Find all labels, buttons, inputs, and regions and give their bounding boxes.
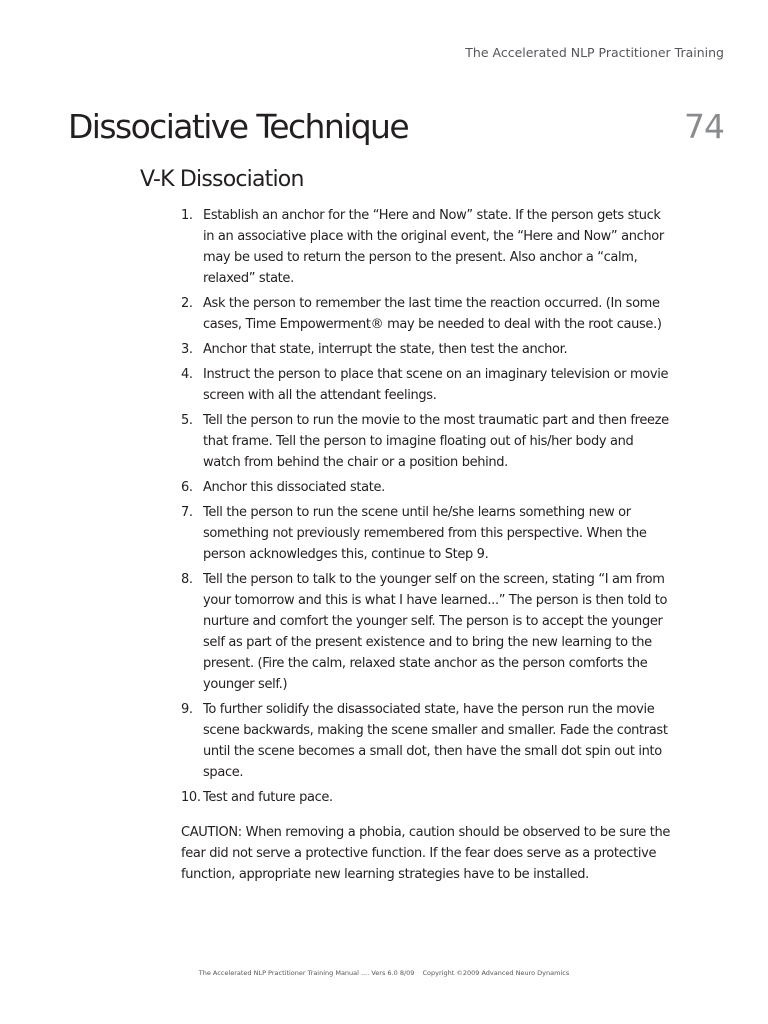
- step-number: 6.: [181, 480, 193, 495]
- step-text: Establish an anchor for the “Here and Now” state. If the person gets stuck in an associative place with the original event, the “Here and Now” anchor may be used to return the person to the present. Also anchor a “calm, relaxed” state.: [203, 208, 664, 286]
- page-number: 74: [684, 107, 724, 146]
- step-text: Tell the person to run the movie to the most traumatic part and then freeze that frame. Tell the person to imagine floating out of his/her body and watch from behind the chair or a position behind.: [203, 413, 669, 470]
- step-text: Instruct the person to place that scene on an imaginary television or movie screen with all the attendant feelings.: [203, 367, 669, 403]
- footer-copyright: Copyright ©2009 Advanced Neuro Dynamics: [422, 969, 570, 977]
- step-item: [181, 364, 673, 406]
- step-item: [181, 477, 673, 498]
- running-header: The Accelerated NLP Practitioner Training: [465, 45, 724, 60]
- step-number: 8.: [181, 572, 193, 587]
- step-item: [181, 339, 673, 360]
- footer-manual: The Accelerated NLP Practitioner Training Manual .... Vers 6.0 8/09: [198, 969, 415, 977]
- step-number: 10.: [181, 790, 201, 805]
- step-number: 3.: [181, 342, 193, 357]
- step-item: [181, 699, 673, 783]
- step-number: 2.: [181, 296, 193, 311]
- step-number: 4.: [181, 367, 193, 382]
- step-item: [181, 787, 673, 808]
- page-footer: [0, 969, 768, 977]
- step-text: Ask the person to remember the last time the reaction occurred. (In some cases, Time Empowerment® may be needed to deal with the root cause.): [203, 296, 662, 332]
- step-item: [181, 293, 673, 335]
- section-title: V-K Dissociation: [140, 167, 304, 192]
- step-item: [181, 502, 673, 565]
- step-text: Tell the person to run the scene until he/she learns something new or something not previously remembered from this perspective. When the person acknowledges this, continue to Step 9.: [203, 505, 647, 562]
- step-item: [181, 410, 673, 473]
- step-number: 5.: [181, 413, 193, 428]
- step-item: [181, 205, 673, 289]
- caution-note: CAUTION: When removing a phobia, caution should be observed to be sure the fear did not serve a protective function. If the fear does serve as a protective function, appropriate new learning strategies have to be installed.: [181, 825, 671, 882]
- step-text: Tell the person to talk to the younger self on the screen, stating “I am from your tomorrow and this is what I have learned...” The person is then told to nurture and comfort the younger self. The person is to accept the younger self as part of the present existence and to bring the new learning to the present. (Fire the calm, relaxed state anchor as the person comforts the younger self.): [203, 572, 668, 692]
- step-text: Anchor that state, interrupt the state, then test the anchor.: [203, 342, 568, 357]
- page-title: Dissociative Technique: [68, 107, 409, 146]
- step-number: 1.: [181, 208, 193, 223]
- step-number: 9.: [181, 702, 193, 717]
- step-text: Anchor this dissociated state.: [203, 480, 385, 495]
- step-item: [181, 569, 673, 695]
- steps-list: [181, 205, 673, 812]
- step-text: To further solidify the disassociated state, have the person run the movie scene backwards, making the scene smaller and smaller. Fade the contrast until the scene becomes a small dot, then have the small dot spin out into space.: [203, 702, 668, 780]
- step-text: Test and future pace.: [203, 790, 333, 805]
- step-number: 7.: [181, 505, 193, 520]
